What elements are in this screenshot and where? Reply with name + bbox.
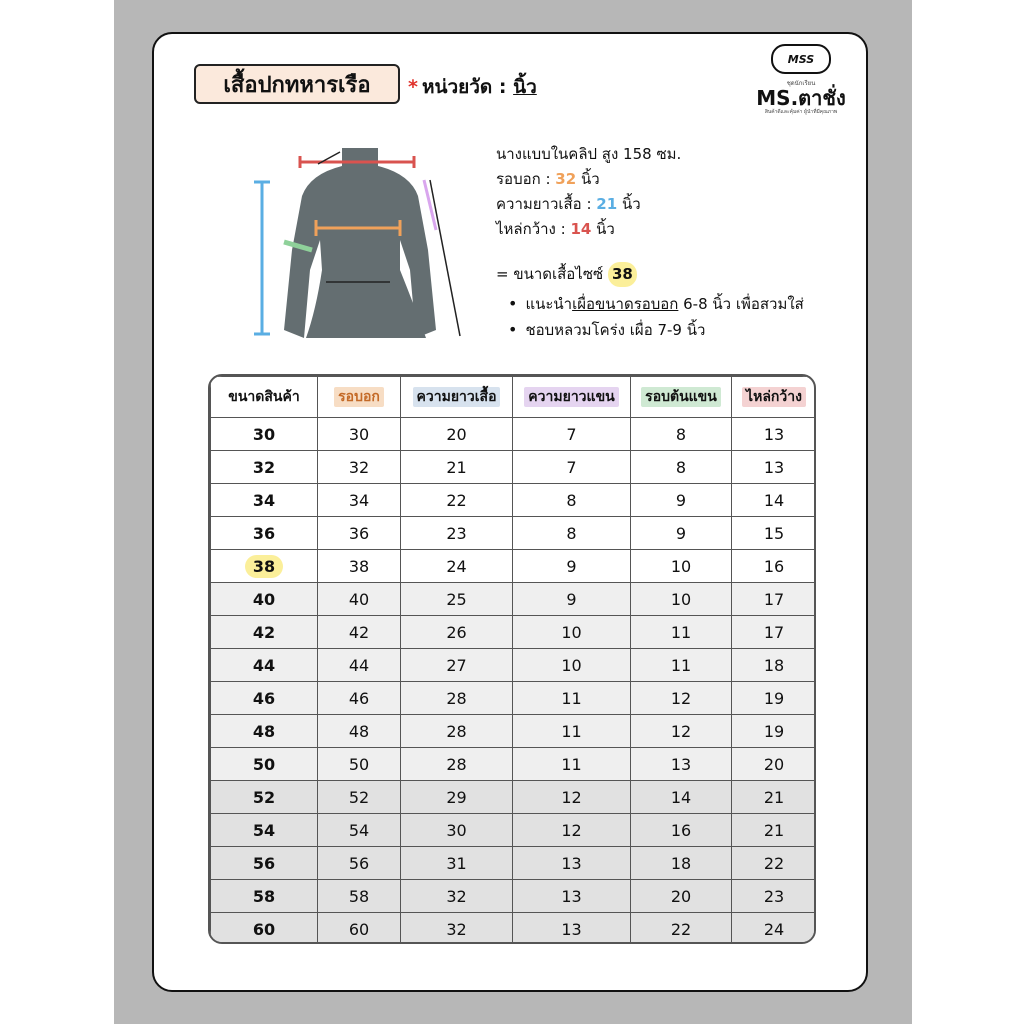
table-cell: 20 [732, 748, 817, 781]
table-cell: 8 [513, 484, 631, 517]
table-cell: 13 [513, 880, 631, 913]
size-cell: 42 [211, 616, 318, 649]
table-cell: 50 [318, 748, 401, 781]
table-cell: 13 [732, 451, 817, 484]
table-row [211, 715, 817, 748]
size-cell: 40 [211, 583, 318, 616]
table-row [211, 682, 817, 715]
table-cell: 21 [732, 814, 817, 847]
size-cell: 36 [211, 517, 318, 550]
table-cell: 19 [732, 682, 817, 715]
table-cell: 8 [631, 451, 732, 484]
unit-text: หน่วยวัด : [421, 76, 507, 98]
logo-small-text: ชุดนักเรียน [786, 80, 816, 87]
table-cell: 29 [401, 781, 513, 814]
recommendation-list [496, 291, 804, 343]
table-cell: 30 [318, 418, 401, 451]
size-cell: 38 [211, 550, 318, 583]
chest-value: 32 [555, 170, 577, 188]
model-height: นางแบบในคลิป สูง 158 ซม. [496, 145, 682, 163]
unit-label [408, 72, 537, 102]
recommendation-item: • แนะนำเผื่อขนาดรอบอก 6-8 นิ้ว เพื่อสวมใส่ [508, 291, 804, 317]
table-cell: 20 [631, 880, 732, 913]
table-cell: 17 [732, 616, 817, 649]
table-cell: 32 [401, 913, 513, 945]
table-cell: 46 [318, 682, 401, 715]
logo-tagline: สินค้าดีและคุ้มค่า ผู้นำที่มีคุณภาพ [764, 109, 838, 115]
size-cell: 60 [211, 913, 318, 945]
model-shoulder: ไหล่กว้าง : 14 นิ้ว [496, 220, 615, 238]
table-cell: 24 [732, 913, 817, 945]
side-line [430, 180, 460, 336]
table-cell: 38 [318, 550, 401, 583]
table-cell: 48 [318, 715, 401, 748]
table-row [211, 451, 817, 484]
model-info [496, 142, 804, 343]
table-cell: 22 [732, 847, 817, 880]
table-cell: 60 [318, 913, 401, 945]
table-cell: 58 [318, 880, 401, 913]
table-cell: 13 [732, 418, 817, 451]
table-cell: 12 [631, 682, 732, 715]
table-cell: 15 [732, 517, 817, 550]
recommendation-item: • ชอบหลวมโคร่ง เผื่อ 7-9 นิ้ว [508, 317, 804, 343]
size-cell: 30 [211, 418, 318, 451]
size-cell: 58 [211, 880, 318, 913]
brand-logo [756, 44, 846, 124]
table-cell: 25 [401, 583, 513, 616]
table-cell: 32 [401, 880, 513, 913]
table-cell: 17 [732, 583, 817, 616]
table-cell: 9 [631, 517, 732, 550]
table-cell: 11 [631, 649, 732, 682]
table-cell: 40 [318, 583, 401, 616]
table-cell: 56 [318, 847, 401, 880]
size-cell: 34 [211, 484, 318, 517]
table-cell: 21 [732, 781, 817, 814]
table-cell: 9 [513, 550, 631, 583]
table-cell: 44 [318, 649, 401, 682]
length-value: 21 [596, 195, 618, 213]
table-cell: 12 [513, 814, 631, 847]
table-cell: 22 [401, 484, 513, 517]
table-row [211, 913, 817, 945]
size-cell: 48 [211, 715, 318, 748]
table-cell: 7 [513, 418, 631, 451]
table-cell: 10 [513, 616, 631, 649]
table-cell: 10 [513, 649, 631, 682]
col-header-shoulder: ไหล่กว้าง [732, 377, 817, 418]
asterisk: * [408, 76, 418, 98]
table-cell: 10 [631, 550, 732, 583]
size-table-wrapper [208, 374, 816, 944]
table-cell: 20 [401, 418, 513, 451]
page-title: เสื้อปกทหารเรือ [194, 64, 400, 104]
table-cell: 8 [513, 517, 631, 550]
col-header-sleeve: ความยาวแขน [513, 377, 631, 418]
col-header-chest: รอบอก [318, 377, 401, 418]
table-cell: 31 [401, 847, 513, 880]
size-cell: 50 [211, 748, 318, 781]
model-length: ความยาวเสื้อ : 21 นิ้ว [496, 195, 641, 213]
table-cell: 10 [631, 583, 732, 616]
size-cell: 44 [211, 649, 318, 682]
table-cell: 11 [631, 616, 732, 649]
col-header-size: ขนาดสินค้า [211, 377, 318, 418]
table-cell: 9 [513, 583, 631, 616]
size-cell: 54 [211, 814, 318, 847]
table-body [211, 418, 817, 945]
size-cell: 46 [211, 682, 318, 715]
table-row [211, 616, 817, 649]
table-row [211, 880, 817, 913]
table-cell: 16 [631, 814, 732, 847]
table-cell: 27 [401, 649, 513, 682]
table-cell: 13 [513, 847, 631, 880]
size-highlight: 38 [608, 262, 637, 287]
model-chest: รอบอก : 32 นิ้ว [496, 170, 600, 188]
size-cell: 32 [211, 451, 318, 484]
table-cell: 12 [631, 715, 732, 748]
table-row [211, 418, 817, 451]
table-row [211, 583, 817, 616]
col-header-arm: รอบต้นแขน [631, 377, 732, 418]
table-cell: 22 [631, 913, 732, 945]
table-cell: 54 [318, 814, 401, 847]
size-cell: 52 [211, 781, 318, 814]
table-cell: 14 [732, 484, 817, 517]
size-cell: 56 [211, 847, 318, 880]
table-row [211, 517, 817, 550]
table-cell: 26 [401, 616, 513, 649]
table-cell: 11 [513, 682, 631, 715]
table-header-row [211, 377, 817, 418]
table-row [211, 814, 817, 847]
table-cell: 7 [513, 451, 631, 484]
table-cell: 32 [318, 451, 401, 484]
logo-brand-name: MS.ตาชั่ง [756, 86, 846, 110]
table-cell: 14 [631, 781, 732, 814]
table-cell: 9 [631, 484, 732, 517]
table-cell: 13 [631, 748, 732, 781]
table-cell: 11 [513, 715, 631, 748]
scale-emblem-icon: MSS [771, 44, 831, 74]
unit-value: นิ้ว [513, 76, 537, 98]
shoulder-value: 14 [570, 220, 592, 238]
table-row [211, 550, 817, 583]
table-cell: 19 [732, 715, 817, 748]
table-cell: 16 [732, 550, 817, 583]
table-cell: 24 [401, 550, 513, 583]
table-row [211, 748, 817, 781]
table-cell: 28 [401, 748, 513, 781]
mannequin-silhouette [284, 148, 436, 338]
table-cell: 23 [401, 517, 513, 550]
table-row [211, 649, 817, 682]
table-cell: 18 [732, 649, 817, 682]
table-cell: 18 [631, 847, 732, 880]
table-cell: 23 [732, 880, 817, 913]
table-cell: 8 [631, 418, 732, 451]
table-row [211, 484, 817, 517]
table-cell: 36 [318, 517, 401, 550]
model-size: = ขนาดเสื้อไซซ์ 38 [496, 262, 804, 287]
table-cell: 11 [513, 748, 631, 781]
table-cell: 28 [401, 715, 513, 748]
size-table [210, 376, 816, 944]
table-cell: 42 [318, 616, 401, 649]
table-cell: 34 [318, 484, 401, 517]
table-cell: 28 [401, 682, 513, 715]
table-row [211, 781, 817, 814]
table-cell: 12 [513, 781, 631, 814]
table-cell: 13 [513, 913, 631, 945]
table-cell: 52 [318, 781, 401, 814]
col-header-length: ความยาวเสื้อ [401, 377, 513, 418]
table-cell: 30 [401, 814, 513, 847]
table-cell: 21 [401, 451, 513, 484]
table-row [211, 847, 817, 880]
mannequin-figure [250, 140, 470, 340]
